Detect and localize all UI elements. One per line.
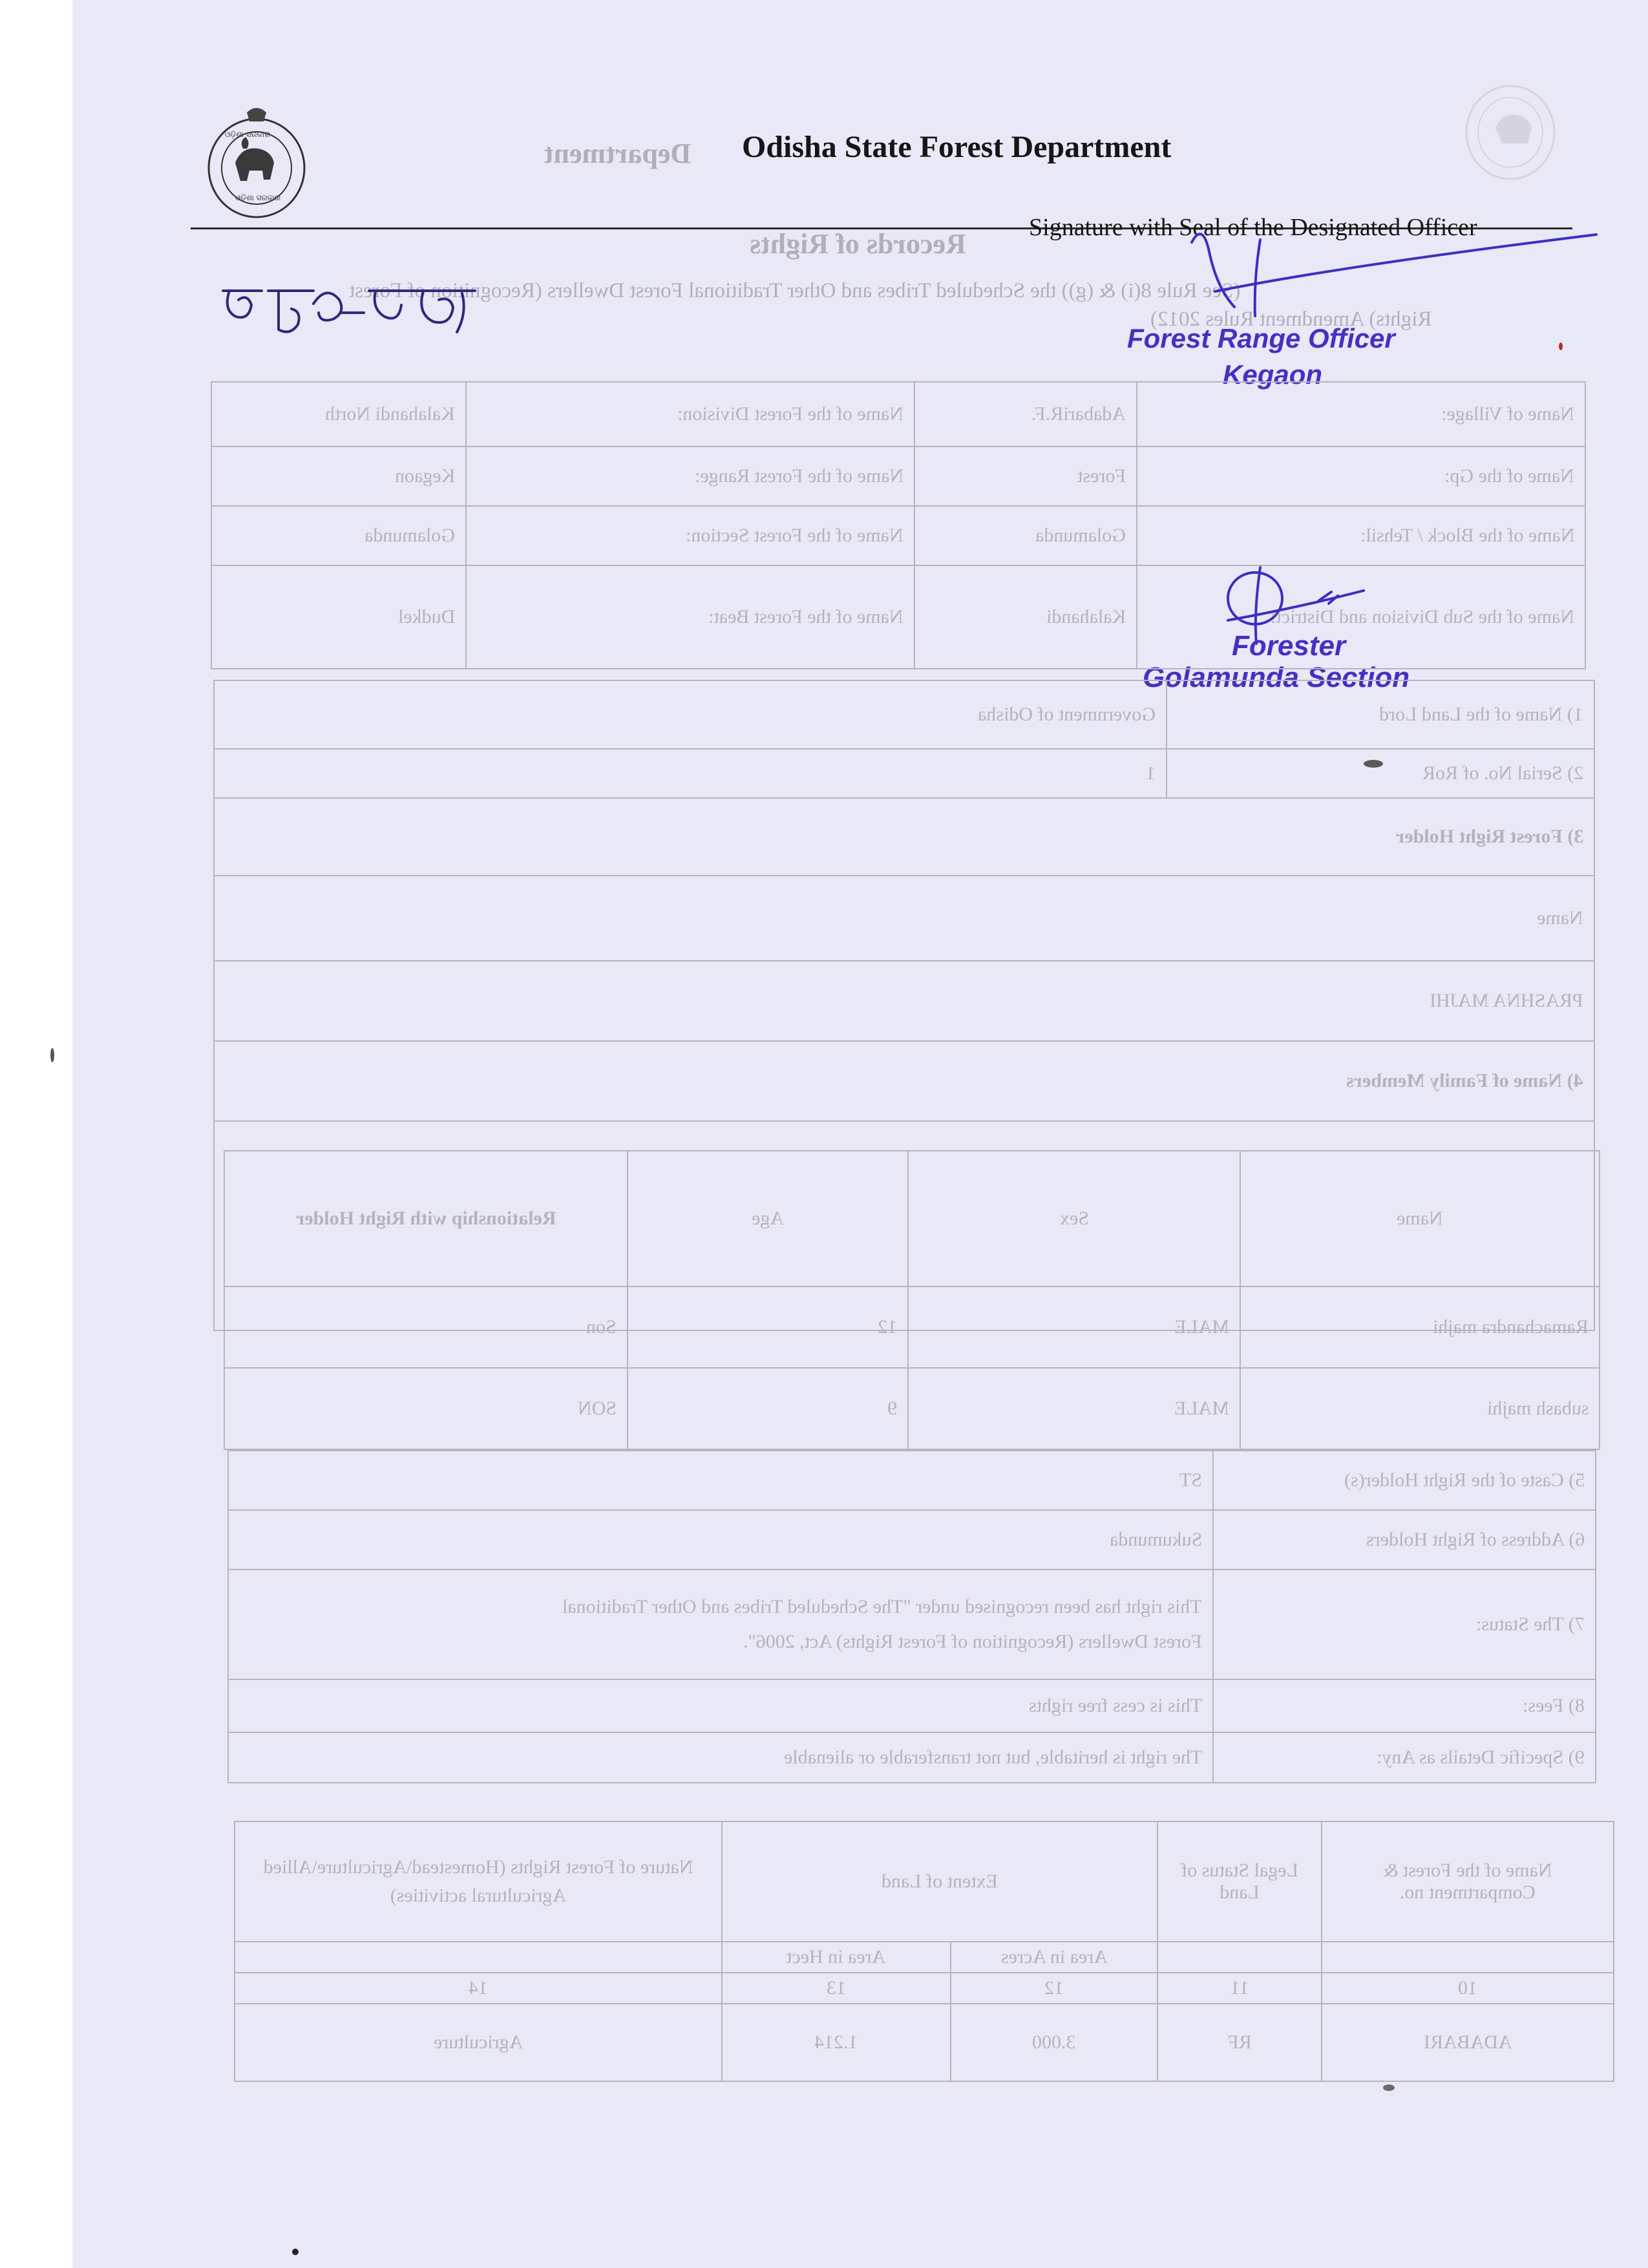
family-header: Age: [752, 1208, 784, 1229]
location-cell: AdabariR.F.: [1031, 403, 1126, 425]
caste-label: 5) Caste of the Right Holder(s): [1344, 1469, 1585, 1491]
land-subheader: Area in Hect: [787, 1946, 886, 1968]
location-cell: Name of Village:: [1441, 403, 1574, 425]
location-cell: Name of the Gp:: [1444, 465, 1574, 487]
status-line2: Forest Dwellers (Recognition of Forest Rights) Act, 2006".: [743, 1631, 1202, 1652]
scan-speck: [292, 2249, 299, 2255]
family-cell: MALE: [1174, 1398, 1229, 1419]
bleed-rule-line2: Rights) Amendment Rules 2012): [1150, 308, 1432, 331]
address-label: 6) Address of Right Holders: [1366, 1529, 1585, 1550]
status-line1: This right has been recognised under "The Scheduled Tribes and Other Traditional: [562, 1596, 1202, 1617]
family-cell: 12: [878, 1316, 897, 1338]
range-officer-title-stamp: Forest Range Officer: [1127, 323, 1395, 353]
fees-label: 8) Fees:: [1523, 1695, 1585, 1716]
family-label: 4) Name of Family Members: [1346, 1070, 1583, 1091]
location-cell: Kegaon: [394, 465, 455, 487]
family-header: Name: [1397, 1208, 1443, 1229]
caste-value: ST: [1179, 1469, 1202, 1491]
land-number: 12: [1044, 1977, 1064, 1999]
signature-label: Signature with Seal of the Designated Officer: [1029, 214, 1477, 241]
location-cell: Name of the Forest Beat:: [708, 606, 903, 627]
location-cell: Golamunda: [364, 525, 455, 546]
bleed-emblem-icon: [1462, 71, 1559, 187]
handwritten-note: [217, 265, 488, 362]
family-cell: Ramachandra majhi: [1433, 1316, 1589, 1338]
land-number: 11: [1230, 1977, 1249, 1999]
land-cell: ADABARI: [1423, 2032, 1512, 2053]
land-subheader: Area in Acres: [1000, 1946, 1108, 1968]
land-number: 10: [1458, 1977, 1478, 1999]
land-cell: 1.214: [814, 2032, 858, 2053]
emblem-text-bottom: ଓଡ଼ିଶା ସରକାର: [235, 193, 281, 202]
land-cell: Agriculture: [433, 2032, 523, 2053]
land-header: Nature of Forest Rights (Homestead\Agriculture\Allied Agricultural activities): [263, 1856, 693, 1906]
family-header: Sex: [1059, 1208, 1089, 1229]
location-cell: Name of the Sub Division and District:: [1271, 606, 1574, 627]
location-cell: Forest: [1077, 465, 1126, 487]
land-header: Legal Status of Land: [1181, 1860, 1299, 1903]
serial-label: 2) Serial No. of RoR: [1422, 762, 1583, 784]
name-label: Name: [1537, 907, 1583, 929]
family-cell: MALE: [1174, 1316, 1229, 1338]
scan-speck: [1559, 342, 1563, 350]
family-cell: subash majhi: [1486, 1398, 1589, 1419]
family-cell: 9: [887, 1398, 897, 1419]
forester-place-stamp: Golamunda Section: [1143, 662, 1410, 693]
land-lord-label: 1) Name of the Land Lord: [1379, 704, 1583, 725]
bleed-records-heading: Records of Rights: [750, 228, 966, 260]
bleed-rule-line1: (See Rule 8(i) & (g)) the Scheduled Tribes and Other Traditional Forest Dwellers (Recognition of Forest: [349, 279, 1241, 302]
fees-value: This is cess free rights: [1028, 1695, 1202, 1716]
emblem-text-top: ଓଡ଼ିଶା ସରକାର: [225, 130, 271, 139]
location-cell: Name of the Block / Tehsil:: [1360, 525, 1574, 546]
status-label: 7) The Status:: [1476, 1613, 1585, 1635]
scan-speck: [1383, 2084, 1395, 2091]
specific-value: The right is heritable, but not transferable or alienable: [783, 1747, 1202, 1768]
scan-left-margin: [0, 0, 72, 2268]
serial-value: 1: [1146, 762, 1156, 784]
bleed-family-table: [224, 1150, 1600, 1450]
land-cell: 3.000: [1032, 2032, 1076, 2053]
odisha-emblem-icon: [206, 103, 308, 221]
location-cell: Name of the Forest Section:: [686, 525, 903, 546]
location-cell: Golamunda: [1035, 525, 1126, 546]
land-number: 14: [469, 1977, 488, 1999]
bleed-dept-heading: Department: [544, 138, 692, 169]
location-cell: Kalahandi: [1046, 606, 1126, 627]
land-header: Extent of Land: [882, 1871, 998, 1892]
bleed-land-table: [234, 1821, 1614, 2082]
scan-speck: [1364, 760, 1383, 768]
page-title: Odisha State Forest Department: [742, 130, 1172, 164]
location-cell: Dudkel: [397, 606, 455, 627]
forester-title-stamp: Forester: [1232, 630, 1346, 662]
range-officer-place-stamp: Kegaon: [1223, 359, 1323, 390]
family-header: Relationship with Right Holder: [295, 1208, 556, 1229]
bleed-location-table: [211, 381, 1586, 669]
land-header: Name of the Forest & Compartment no.: [1383, 1860, 1553, 1903]
land-lord-value: Government of Odisha: [978, 704, 1156, 725]
location-cell: Name of the Forest Range:: [694, 465, 903, 487]
land-number: 13: [827, 1977, 846, 1999]
right-holder-label: 3) Forest Right Holder: [1395, 826, 1583, 847]
family-cell: Son: [586, 1316, 617, 1338]
bleed-details-table: [227, 1450, 1596, 1783]
range-officer-signature: [1176, 223, 1603, 339]
address-value: Sukumunda: [1109, 1529, 1202, 1550]
location-cell: Name of the Forest Division:: [677, 403, 903, 425]
holder-name: PRASHNA MAJHI: [1430, 990, 1583, 1011]
location-cell: Kalahandi North: [325, 403, 455, 425]
land-cell: RF: [1228, 2032, 1252, 2053]
scan-speck: [50, 1048, 54, 1062]
specific-label: 9) Specific Details as Any:: [1377, 1747, 1585, 1768]
family-cell: SON: [577, 1398, 617, 1419]
